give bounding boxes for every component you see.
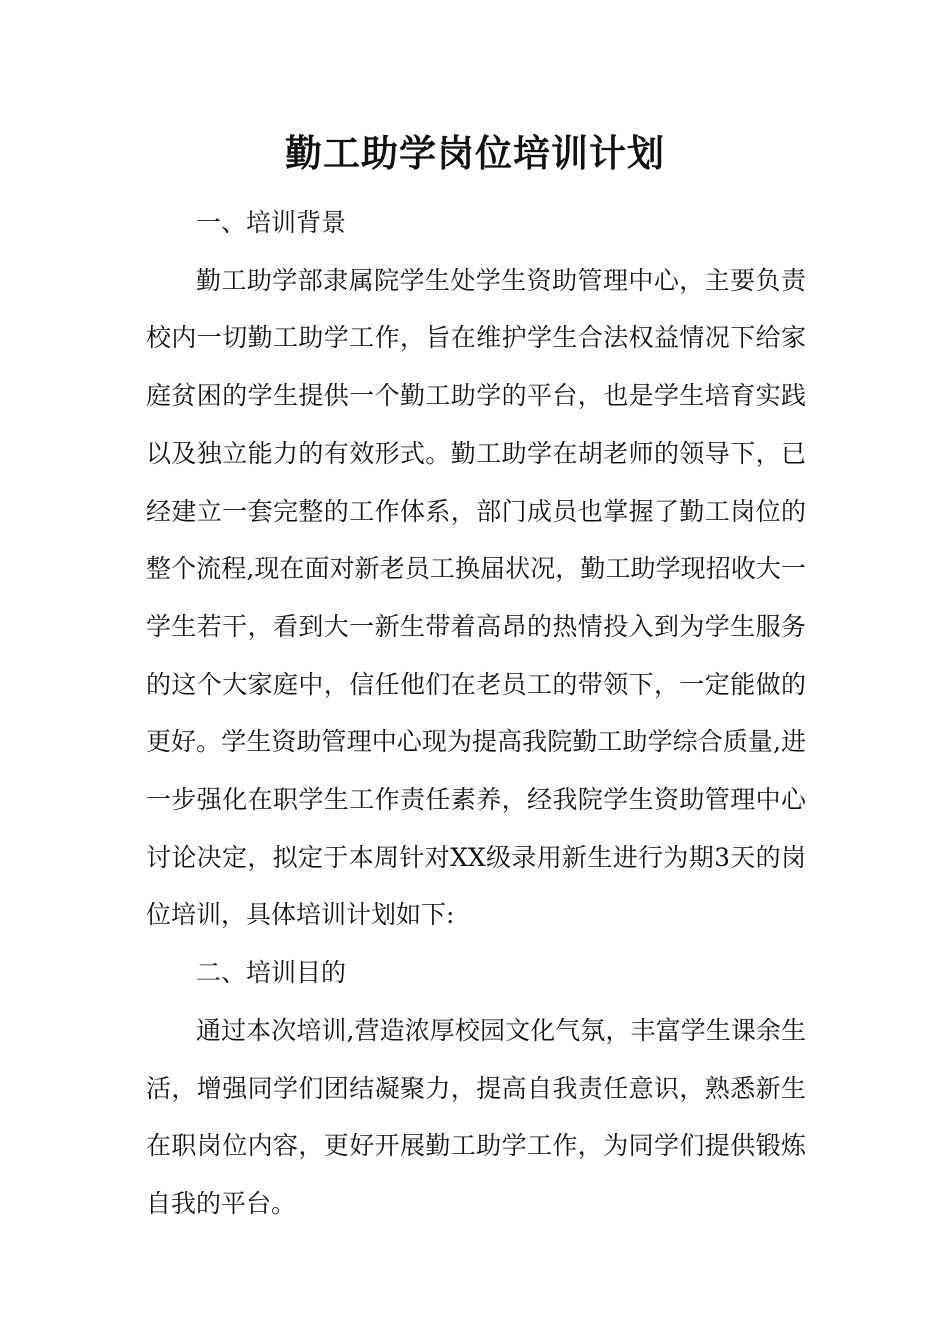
document-title: 勤工助学岗位培训计划 [285, 132, 665, 175]
section-heading-background: 一、培训背景 [196, 208, 347, 237]
paragraph-background: 勤工助学部隶属院学生处学生资助管理中心，主要负责校内一切勤工助学工作，旨在维护学生合法权益情况下给家庭贫困的学生提供一个勤工助学的平台，也是学生培育实践以及独立能力的有效形式。勤工助学在胡老师的领导下，已经建立一套完整的工作体系，部门成员也掌握了勤工岗位的整个流程,现在面对新老员工换届状况，勤工助学现招收大一学生若干，看到大一新生带着高昂的热情投入到为学生服务的这个大家庭中，信任他们在老员工的带领下，一定能做的更好。学生资助管理中心现为提高我院勤工助学综合质量,进一步强化在职学生工作责任素养，经我院学生资助管理中心讨论决定，拟定于本周针对XX级录用新生进行为期3天的岗位培训，具体培训计划如下: [146, 265, 806, 930]
document-body [146, 194, 806, 1233]
paragraph-purpose: 通过本次培训,营造浓厚校园文化气氛，丰富学生课余生活，增强同学们团结凝聚力，提高自我责任意识，熟悉新生在职岗位内容，更好开展勤工助学工作，为同学们提供锻炼自我的平台。 [146, 1015, 806, 1218]
section-heading-purpose: 二、培训目的 [196, 958, 347, 988]
